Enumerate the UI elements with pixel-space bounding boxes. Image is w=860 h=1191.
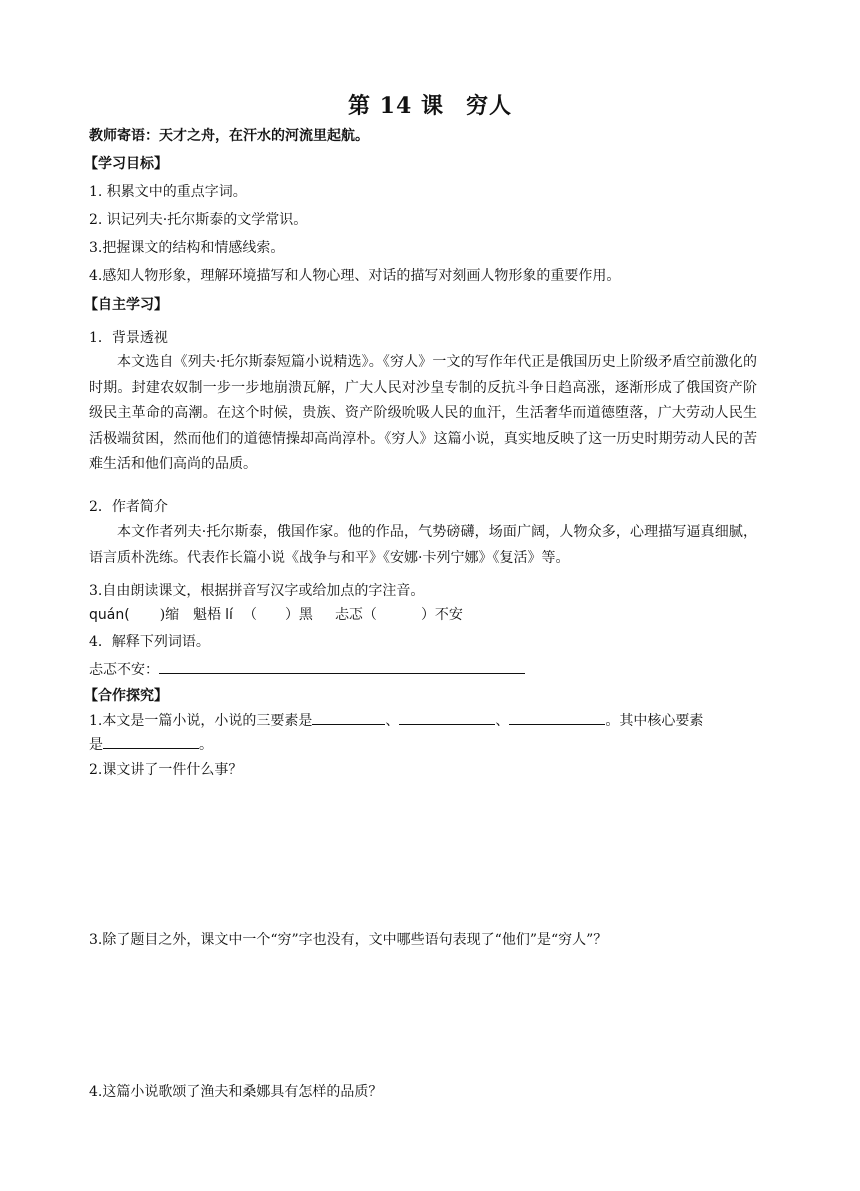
coop-question-4: 4.这篇小说歌颂了渔夫和桑娜具有怎样的品质？: [89, 1084, 383, 1100]
self-study-heading: 【自主学习】: [84, 297, 168, 313]
goal-item: 3.把握课文的结构和情感线索。: [89, 240, 285, 256]
q1-text: 1.本文是一篇小说，小说的三要素是: [89, 713, 313, 729]
coop-question-3: 3.除了题目之外，课文中一个“穷”字也没有，文中哪些语句表现了“他们”是“穷人”？: [89, 932, 608, 948]
q1-blank-4[interactable]: [103, 734, 199, 749]
word-tante: 忐忑（: [334, 607, 377, 623]
paren-close-buan: ）不安: [420, 607, 463, 623]
lesson-number: 第 14 课: [348, 93, 444, 119]
paren-close-hei: ）黑: [284, 607, 313, 623]
lesson-name: 穷人: [465, 93, 512, 119]
explain-term: 忐忑不安：: [89, 662, 159, 678]
page-title: [0, 89, 860, 120]
pinyin-title: 3.自由朗读课文，根据拼音写汉字或给加点的字注音。: [89, 583, 425, 599]
q1-blank-3[interactable]: [509, 710, 605, 725]
q1-separator: 、: [495, 713, 510, 729]
paren-open: （: [242, 607, 257, 623]
teacher-motto: 教师寄语：天才之舟，在汗水的河流里起航。: [89, 128, 369, 144]
author-title: 2．作者简介: [89, 499, 168, 515]
coop-question-2: 2.课文讲了一件什么事？: [89, 762, 243, 778]
q1-text-tail: 。其中核心要素: [605, 713, 704, 729]
background-text: 本文选自《列夫·托尔斯泰短篇小说精选》。《穷人》一文的写作年代正是俄国历史上阶级矛盾空前激化的时期。封建农奴制一步一步地崩溃瓦解，广大人民对沙皇专制的反抗斗争日趋高涨，逐渐形成了俄国资产阶级民主革命的高潮。在这个时候，贵族、资产阶级吮吸人民的血汗，生活奢华而道德堕落，广大劳动人民生活极端贫困，然而他们的道德情操却高尚淳朴。《穷人》这篇小说，真实地反映了这一历史时期劳动人民的苦难生活和他们高尚的品质。: [89, 354, 757, 472]
goals-heading: 【学习目标】: [84, 156, 168, 172]
coop-question-1-cont: [89, 734, 213, 754]
goal-item: 4.感知人物形象，理解环境描写和人物心理、对话的描写对刻画人物形象的重要作用。: [89, 268, 621, 284]
pinyin-quan-suffix: )缩: [159, 607, 180, 623]
explain-row: [89, 659, 525, 679]
pinyin-exercise-row: [89, 604, 463, 624]
q1-separator: 、: [385, 713, 400, 729]
pinyin-quan: quán(: [89, 607, 130, 623]
q1-text-cont: 是: [89, 737, 103, 753]
explain-title: 4．解释下列词语。: [89, 634, 210, 650]
explain-answer-line[interactable]: [159, 659, 525, 674]
coop-question-1: [89, 710, 703, 730]
background-title: 1．背景透视: [89, 330, 168, 346]
q1-blank-1[interactable]: [312, 710, 385, 725]
coop-heading: 【合作探究】: [84, 688, 168, 704]
pinyin-li: lí: [225, 607, 233, 623]
q1-end: 。: [199, 737, 213, 753]
goal-item: 2. 识记列夫·托尔斯泰的文学常识。: [89, 212, 308, 228]
author-text: 本文作者列夫·托尔斯泰，俄国作家。他的作品，气势磅礴，场面广阔，人物众多，心理描写逼真细腻，语言质朴洗练。代表作长篇小说《战争与和平》《安娜·卡列宁娜》《复活》等。: [89, 524, 757, 566]
word-kuiwu: 魁梧: [193, 607, 222, 623]
q1-blank-2[interactable]: [399, 710, 495, 725]
goal-item: 1. 积累文中的重点字词。: [89, 184, 247, 200]
